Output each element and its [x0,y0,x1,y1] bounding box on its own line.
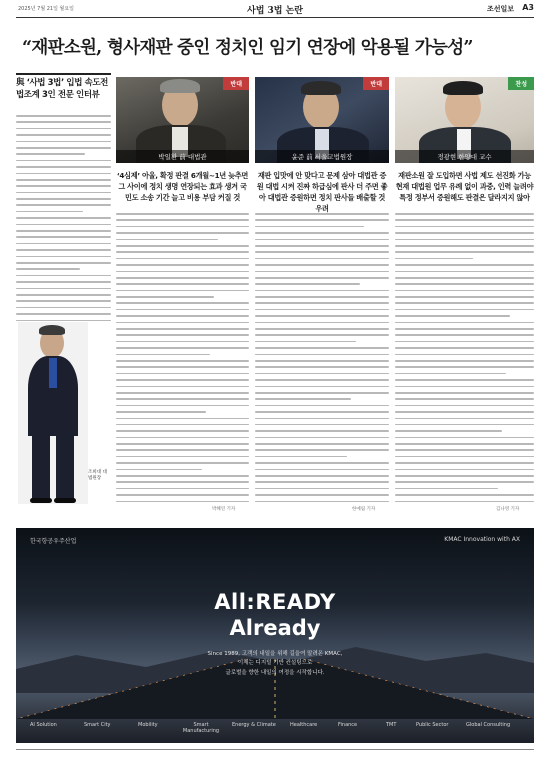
text-line [116,245,249,247]
text-line [255,302,389,304]
intro-body-text [16,115,111,326]
text-line [395,501,534,503]
text-line [116,219,249,221]
text-line [395,341,534,343]
text-line [116,347,249,349]
text-line [16,262,111,264]
text-line [395,328,534,330]
text-line [395,366,534,368]
text-line [255,411,389,413]
text-line [116,469,202,471]
text-line [116,315,249,317]
footer-rule [16,749,534,750]
text-line [116,251,249,253]
text-line [116,302,249,304]
text-line [116,418,249,420]
article-column-3 [395,213,534,507]
text-line [395,481,534,483]
text-line [395,354,534,356]
text-line [255,341,356,343]
text-line [255,481,389,483]
hair-shape [301,81,341,95]
text-line [395,271,534,273]
text-line [255,494,389,496]
text-line [116,322,249,324]
text-line [395,277,534,279]
text-line [116,239,218,241]
ad-category: Energy & Climate [232,722,276,728]
text-line [255,379,389,381]
text-line [395,379,534,381]
text-line [255,347,389,349]
intro-box [16,77,111,101]
text-line [116,405,249,407]
ad-category: Finance [338,722,358,728]
ad-brand-left: 한국항공우주산업 [30,538,77,545]
text-line [116,283,249,285]
text-line [116,398,249,400]
text-line [116,271,249,273]
text-line [395,264,534,266]
ad-category: Global Consulting [466,722,511,728]
text-line [395,475,534,477]
ad-subline-3: 글로벌을 향한 내일의 여정을 시작합니다. [225,670,325,676]
text-line [255,475,389,477]
text-line [16,211,83,213]
text-line [255,232,389,234]
text-line [116,430,249,432]
text-line [255,366,389,368]
pull-quote-yoon: 재판 입맛에 안 맞다고 문제 삼아 대법관 증원 대법 시켜 진짜 하급심에 판사 더 주면 좋아 대법관 증원하면 정치 판사들 배출할 것 우려 [256,171,388,213]
text-line [116,354,210,356]
hair-shape [39,325,65,335]
text-line [395,302,534,304]
text-line [255,462,389,464]
text-line [395,462,534,464]
text-line [116,424,249,426]
ad-headline-2: Already [229,616,321,640]
text-line [255,251,389,253]
text-line [16,294,111,296]
text-line [255,449,389,451]
photo-standing-justice [18,322,88,504]
text-line [16,217,111,219]
text-line [116,226,249,228]
text-line [116,277,249,279]
text-line [255,277,389,279]
text-line [16,313,111,315]
text-line [116,341,249,343]
text-line [255,283,360,285]
text-line [116,437,249,439]
text-line [116,290,249,292]
text-line [395,488,498,490]
stance-badge: 반대 [363,77,389,90]
text-line [395,239,534,241]
text-line [16,198,111,200]
text-line [395,232,534,234]
text-line [116,488,249,490]
text-line [16,141,111,143]
text-line [395,392,534,394]
text-line [255,424,389,426]
text-line [116,481,249,483]
advertisement-banner [16,528,534,743]
text-line [116,258,249,260]
text-line [255,309,389,311]
text-line [16,224,111,226]
stance-badge: 찬성 [508,77,534,90]
text-line [395,360,534,362]
article-column-2 [255,213,389,507]
ad-subline-2: 이제는 디지털 기반 컨설팅으로 [237,660,313,666]
text-line [16,147,111,149]
main-headline: “재판소원, 형사재판 중인 정치인 임기 연장에 악용될 가능성” [22,38,473,58]
text-line [16,115,111,117]
text-line [116,360,249,362]
text-line [116,296,214,298]
text-line [16,256,111,258]
text-line [255,373,389,375]
text-line [116,392,249,394]
ad-category: Smart Manufacturing [182,722,220,734]
ad-category: Mobility [138,722,158,728]
text-line [395,296,534,298]
text-line [116,462,249,464]
text-line [16,275,111,277]
article-column-1 [116,213,249,507]
text-line [16,134,111,136]
text-line [116,373,249,375]
text-line [116,309,249,311]
text-line [255,245,389,247]
ad-category-bar [16,722,534,736]
text-line [255,354,389,356]
ad-category: AI Solution [30,722,57,728]
text-line [16,173,111,175]
text-line [255,213,389,215]
ad-category: Smart City [84,722,111,728]
text-line [395,411,534,413]
text-line [395,405,534,407]
text-line [16,320,111,322]
ad-headline-1: All:READY [214,590,336,614]
text-line [255,418,389,420]
byline-col2: 한예림 기자 [352,507,376,512]
text-line [255,226,364,228]
text-line [116,328,249,330]
page-number: A3 [522,3,534,12]
text-line [116,411,206,413]
text-line [255,290,389,292]
page-header [0,0,550,18]
text-line [395,315,510,317]
text-line [395,386,534,388]
text-line [255,430,389,432]
intro-title: 與 ‘사법 3법’ 입법 속도전 법조계 3인 전문 인터뷰 [16,78,108,100]
text-line [395,322,534,324]
ad-category: Public Sector [416,722,449,728]
text-line [255,322,389,324]
header-rule [16,17,534,18]
text-line [116,213,249,215]
text-line [255,258,389,260]
photo-park-ilhwan [116,77,249,163]
text-line [255,239,389,241]
ad-subline-1: Since 1989, 고객의 내일을 위해 길을여 말려온 KMAC, [207,651,343,657]
text-line [255,488,389,490]
newspaper-brand: 조선일보 [486,5,514,13]
text-line [16,160,111,162]
photo-jeong-gwanghyeon [395,77,534,163]
text-line [255,443,389,445]
text-line [255,398,351,400]
text-line [16,204,111,206]
text-line [255,328,389,330]
text-line [16,268,80,270]
text-line [395,456,534,458]
text-line [16,153,85,155]
text-line [255,271,389,273]
text-line [255,264,389,266]
text-line [395,437,534,439]
text-line [16,179,111,181]
text-line [255,392,389,394]
ad-category: TMT [386,722,397,728]
text-line [255,334,389,336]
text-line [255,219,389,221]
text-line [255,386,389,388]
text-line [116,449,249,451]
text-line [395,398,534,400]
stance-badge: 반대 [223,77,249,90]
text-line [255,469,389,471]
text-line [395,283,534,285]
text-line [395,245,534,247]
leg-right [56,434,74,500]
ad-brand-right: KMAC Innovation with AX [444,536,520,543]
text-line [16,307,111,309]
byline-col3: 김나영 기자 [496,507,520,512]
pull-quote-jeong: 재판소원 잘 도입하면 사법 제도 선진화 가능 현재 대법원 업무 유례 없이 과중, 인력 늘려야 특정 정부서 증원해도 판결은 달라지지 않아 [395,171,534,202]
text-line [116,456,249,458]
text-line [255,360,389,362]
text-line [116,379,249,381]
text-line [395,424,534,426]
section-title: 사법 3법 논란 [247,6,303,16]
tie-shape [49,358,57,388]
issue-date: 2025년 7월 21일 월요일 [18,6,75,12]
text-line [16,166,111,168]
text-line [255,405,389,407]
text-line [395,334,534,336]
text-line [395,290,534,292]
text-line [116,475,249,477]
text-line [395,219,534,221]
byline-col1: 박혜연 기자 [212,507,236,512]
photo-caption: 윤준 前 서울고법원장 [255,150,389,163]
text-line [395,226,534,228]
text-line [116,366,249,368]
text-line [16,128,111,130]
text-line [395,469,534,471]
text-line [395,258,473,260]
text-line [16,249,111,251]
text-line [116,501,249,503]
text-line [116,264,249,266]
text-line [16,185,111,187]
text-line [116,494,249,496]
shoe-right [54,498,76,503]
text-line [395,449,534,451]
photo-caption: 박일환 前 대법관 [116,150,249,163]
text-line [255,296,389,298]
shoe-left [30,498,52,503]
text-line [16,281,111,283]
text-line [16,288,111,290]
ad-category: Healthcare [290,722,318,728]
text-line [16,121,111,123]
text-line [16,300,111,302]
hair-shape [160,79,200,93]
photo-yoon-jun [255,77,389,163]
text-line [395,309,534,311]
text-line [395,213,534,215]
hair-shape [443,81,483,95]
text-line [16,243,111,245]
text-line [255,456,347,458]
text-line [116,386,249,388]
text-line [255,501,389,503]
text-line [16,236,111,238]
text-line [255,437,389,439]
text-line [255,315,389,317]
text-line [16,192,111,194]
text-line [395,373,506,375]
text-line [395,418,534,420]
leg-left [32,434,50,500]
text-line [395,251,534,253]
text-line [16,230,111,232]
text-line [395,494,534,496]
text-line [116,232,249,234]
text-line [116,443,249,445]
text-line [395,347,534,349]
intro-rule [16,73,111,75]
standing-photo-caption: 조희대 대법원장 [88,470,107,481]
text-line [395,430,502,432]
text-line [116,334,249,336]
pull-quote-park: ‘4심제’ 아울, 확정 판결 6개월~1년 늦추면 그 사이에 정치 생명 연장되는 효과 생겨 국민도 소송 기간 늘고 비용 부담 커질 것 [116,171,249,202]
photo-caption: 정광현 한양대 교수 [395,150,534,163]
text-line [395,443,534,445]
